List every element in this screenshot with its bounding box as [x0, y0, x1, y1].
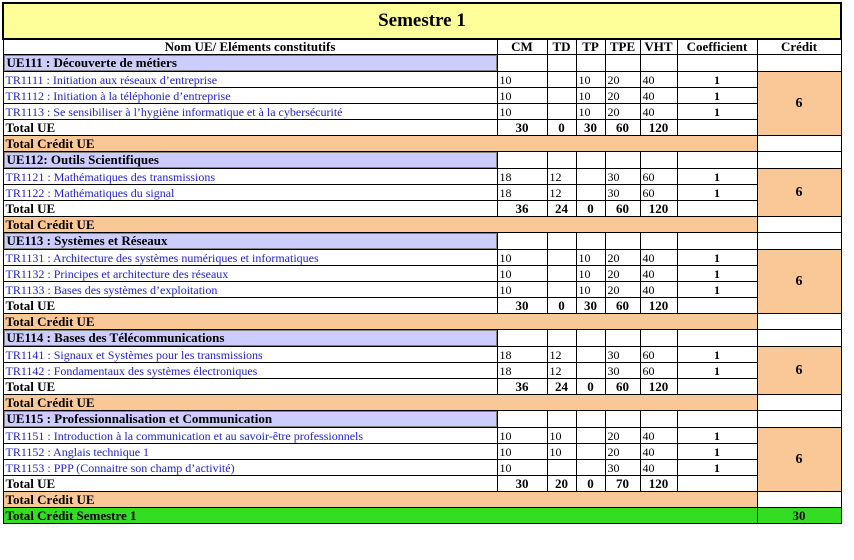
vht-cell: 60 [640, 169, 677, 185]
empty-cell [497, 55, 547, 72]
empty-cell [497, 233, 547, 250]
cm-cell: 18 [497, 185, 547, 201]
total-credit-ue-label: Total Crédit UE [3, 395, 757, 411]
empty-cell [640, 411, 677, 428]
semester-table [2, 2, 842, 524]
cm-cell: 18 [497, 363, 547, 379]
empty-cell [677, 152, 757, 169]
table-row [3, 169, 841, 185]
cm-cell: 10 [497, 250, 547, 266]
td-cell: 12 [547, 347, 576, 363]
total-td-cell: 0 [547, 120, 576, 136]
empty-cell [547, 411, 576, 428]
empty-cell [605, 411, 640, 428]
element-name: TR1121 : Mathématiques des transmissions [3, 169, 497, 185]
total-credit-ue-label: Total Crédit UE [3, 136, 757, 152]
tpe-cell: 30 [605, 169, 640, 185]
empty-cell [497, 411, 547, 428]
ue-title-cell [3, 411, 497, 428]
total-vht-cell: 120 [640, 476, 677, 492]
element-name: TR1113 : Se sensibiliser à l’hygiène informatique et à la cybersécurité [3, 104, 497, 120]
tpe-cell: 20 [605, 282, 640, 298]
table-row [3, 266, 841, 282]
tpe-cell: 30 [605, 185, 640, 201]
coefficient-cell: 1 [677, 185, 757, 201]
table-row [3, 460, 841, 476]
ue-title: UE112: Outils Scientifiques [4, 152, 497, 168]
credit-cell: 6 [757, 347, 841, 395]
cm-cell: 10 [497, 282, 547, 298]
tpe-cell: 20 [605, 444, 640, 460]
total-credit-ue-label: Total Crédit UE [3, 492, 757, 508]
col-header-name: Nom UE/ Eléments constitutifs [3, 39, 497, 55]
tp-cell [576, 363, 605, 379]
element-name: TR1133 : Bases des systèmes d’exploitation [3, 282, 497, 298]
td-cell [547, 250, 576, 266]
tp-cell: 10 [576, 266, 605, 282]
total-ue-row [3, 120, 841, 136]
total-ue-row [3, 298, 841, 314]
tpe-cell: 20 [605, 250, 640, 266]
tpe-cell: 20 [605, 72, 640, 88]
tp-cell [576, 169, 605, 185]
coefficient-cell: 1 [677, 250, 757, 266]
total-ue-row [3, 201, 841, 217]
total-tpe-cell: 60 [605, 201, 640, 217]
empty-cell [677, 55, 757, 72]
coefficient-cell: 1 [677, 428, 757, 444]
total-cm-cell: 30 [497, 298, 547, 314]
tpe-cell: 20 [605, 428, 640, 444]
empty-cell [757, 330, 841, 347]
table-row [3, 185, 841, 201]
empty-cell [547, 330, 576, 347]
empty-cell [757, 395, 841, 411]
col-header-cm: CM [497, 39, 547, 55]
vht-cell: 40 [640, 460, 677, 476]
tp-cell: 10 [576, 88, 605, 104]
element-name: TR1111 : Initiation aux réseaux d’entreprise [3, 72, 497, 88]
coefficient-cell: 1 [677, 363, 757, 379]
col-header-tp: TP [576, 39, 605, 55]
col-header-coefficient: Coefficient [677, 39, 757, 55]
tpe-cell: 20 [605, 88, 640, 104]
header-row [3, 39, 841, 55]
tpe-cell: 30 [605, 460, 640, 476]
empty-cell [576, 233, 605, 250]
empty-cell [757, 217, 841, 233]
total-credit-ue-row [3, 314, 841, 330]
credit-cell: 6 [757, 428, 841, 492]
vht-cell: 40 [640, 282, 677, 298]
tp-cell: 10 [576, 104, 605, 120]
empty-cell [605, 233, 640, 250]
cm-cell: 10 [497, 88, 547, 104]
element-name: TR1142 : Fondamentaux des systèmes électroniques [3, 363, 497, 379]
total-tpe-cell: 60 [605, 379, 640, 395]
coefficient-cell: 1 [677, 104, 757, 120]
empty-cell [547, 233, 576, 250]
total-vht-cell: 120 [640, 201, 677, 217]
table-row [3, 428, 841, 444]
total-semester-value: 30 [757, 508, 841, 524]
empty-cell [576, 330, 605, 347]
empty-cell [497, 330, 547, 347]
empty-cell [640, 55, 677, 72]
td-cell: 12 [547, 363, 576, 379]
element-name: TR1151 : Introduction à la communication et au savoir-être professionnels [3, 428, 497, 444]
td-cell: 12 [547, 169, 576, 185]
empty-cell [677, 330, 757, 347]
empty-cell [640, 233, 677, 250]
cm-cell: 10 [497, 460, 547, 476]
total-vht-cell: 120 [640, 298, 677, 314]
empty-cell [640, 330, 677, 347]
col-header-vht: VHT [640, 39, 677, 55]
empty-cell [497, 152, 547, 169]
empty-cell [576, 55, 605, 72]
td-cell [547, 88, 576, 104]
total-tpe-cell: 60 [605, 298, 640, 314]
vht-cell: 40 [640, 428, 677, 444]
tpe-cell: 30 [605, 347, 640, 363]
tp-cell [576, 460, 605, 476]
total-tp-cell: 30 [576, 120, 605, 136]
td-cell [547, 282, 576, 298]
total-cm-cell: 36 [497, 379, 547, 395]
td-cell: 10 [547, 444, 576, 460]
coefficient-cell: 1 [677, 88, 757, 104]
total-ue-row [3, 476, 841, 492]
table-row [3, 88, 841, 104]
empty-cell [757, 411, 841, 428]
total-ue-label: Total UE [3, 120, 497, 136]
empty-cell [547, 55, 576, 72]
vht-cell: 40 [640, 250, 677, 266]
total-credit-ue-row [3, 492, 841, 508]
total-credit-ue-row [3, 217, 841, 233]
tp-cell: 10 [576, 282, 605, 298]
empty-cell [605, 152, 640, 169]
ue-header-row [3, 55, 841, 72]
coefficient-cell: 1 [677, 282, 757, 298]
element-name: TR1141 : Signaux et Systèmes pour les transmissions [3, 347, 497, 363]
total-tpe-cell: 60 [605, 120, 640, 136]
tpe-cell: 20 [605, 266, 640, 282]
ue-header-row [3, 152, 841, 169]
tp-cell [576, 185, 605, 201]
cm-cell: 10 [497, 444, 547, 460]
col-header-credit: Crédit [757, 39, 841, 55]
cm-cell: 10 [497, 104, 547, 120]
table-row [3, 347, 841, 363]
empty-cell [757, 314, 841, 330]
td-cell [547, 72, 576, 88]
empty-cell [605, 330, 640, 347]
ue-title: UE111 : Découverte de métiers [4, 55, 497, 71]
empty-cell [677, 411, 757, 428]
total-td-cell: 24 [547, 379, 576, 395]
total-credit-ue-row [3, 395, 841, 411]
total-vht-cell: 120 [640, 120, 677, 136]
tp-cell: 10 [576, 250, 605, 266]
total-td-cell: 20 [547, 476, 576, 492]
total-ue-label: Total UE [3, 201, 497, 217]
ue-header-row [3, 411, 841, 428]
total-credit-ue-label: Total Crédit UE [3, 314, 757, 330]
vht-cell: 60 [640, 347, 677, 363]
cm-cell: 10 [497, 72, 547, 88]
col-header-td: TD [547, 39, 576, 55]
td-cell: 12 [547, 185, 576, 201]
coefficient-cell: 1 [677, 460, 757, 476]
tp-cell [576, 428, 605, 444]
vht-cell: 40 [640, 72, 677, 88]
credit-cell: 6 [757, 72, 841, 136]
ue-header-row [3, 233, 841, 250]
ue-title: UE115 : Professionnalisation et Communication [4, 411, 497, 427]
col-header-tpe: TPE [605, 39, 640, 55]
tp-cell: 10 [576, 72, 605, 88]
ue-title-cell [3, 330, 497, 347]
element-name: TR1152 : Anglais technique 1 [3, 444, 497, 460]
tp-cell [576, 347, 605, 363]
vht-cell: 60 [640, 185, 677, 201]
coefficient-cell: 1 [677, 266, 757, 282]
total-cm-cell: 36 [497, 201, 547, 217]
table-row [3, 282, 841, 298]
cm-cell: 18 [497, 347, 547, 363]
total-semester-label: Total Crédit Semestre 1 [3, 508, 757, 524]
vht-cell: 40 [640, 88, 677, 104]
empty-cell [677, 120, 757, 136]
page-title: Semestre 1 [3, 3, 841, 39]
total-tpe-cell: 70 [605, 476, 640, 492]
total-tp-cell: 0 [576, 201, 605, 217]
empty-cell [677, 233, 757, 250]
total-cm-cell: 30 [497, 476, 547, 492]
ue-title-cell [3, 233, 497, 250]
cm-cell: 10 [497, 266, 547, 282]
ue-title: UE114 : Bases des Télécommunications [4, 330, 497, 346]
total-semester-row [3, 508, 841, 524]
cm-cell: 18 [497, 169, 547, 185]
empty-cell [677, 379, 757, 395]
element-name: TR1153 : PPP (Connaitre son champ d’activité) [3, 460, 497, 476]
total-vht-cell: 120 [640, 379, 677, 395]
empty-cell [677, 298, 757, 314]
total-cm-cell: 30 [497, 120, 547, 136]
element-name: TR1131 : Architecture des systèmes numériques et informatiques [3, 250, 497, 266]
coefficient-cell: 1 [677, 72, 757, 88]
total-credit-ue-label: Total Crédit UE [3, 217, 757, 233]
empty-cell [576, 411, 605, 428]
empty-cell [605, 55, 640, 72]
table-row [3, 72, 841, 88]
empty-cell [757, 152, 841, 169]
total-ue-label: Total UE [3, 298, 497, 314]
td-cell [547, 266, 576, 282]
total-td-cell: 24 [547, 201, 576, 217]
table-row [3, 444, 841, 460]
element-name: TR1122 : Mathématiques du signal [3, 185, 497, 201]
credit-cell: 6 [757, 250, 841, 314]
td-cell: 10 [547, 428, 576, 444]
total-credit-ue-row [3, 136, 841, 152]
empty-cell [547, 152, 576, 169]
vht-cell: 40 [640, 266, 677, 282]
empty-cell [757, 233, 841, 250]
vht-cell: 60 [640, 363, 677, 379]
ue-title-cell [3, 55, 497, 72]
element-name: TR1132 : Principes et architecture des réseaux [3, 266, 497, 282]
vht-cell: 40 [640, 444, 677, 460]
total-ue-label: Total UE [3, 476, 497, 492]
element-name: TR1112 : Initiation à la téléphonie d’entreprise [3, 88, 497, 104]
total-tp-cell: 0 [576, 476, 605, 492]
coefficient-cell: 1 [677, 169, 757, 185]
empty-cell [757, 55, 841, 72]
vht-cell: 40 [640, 104, 677, 120]
coefficient-cell: 1 [677, 444, 757, 460]
total-td-cell: 0 [547, 298, 576, 314]
empty-cell [677, 476, 757, 492]
td-cell [547, 104, 576, 120]
total-ue-label: Total UE [3, 379, 497, 395]
tpe-cell: 20 [605, 104, 640, 120]
total-ue-row [3, 379, 841, 395]
empty-cell [677, 201, 757, 217]
empty-cell [757, 136, 841, 152]
coefficient-cell: 1 [677, 347, 757, 363]
table-row [3, 104, 841, 120]
td-cell [547, 460, 576, 476]
ue-title: UE113 : Systèmes et Réseaux [4, 233, 497, 249]
tpe-cell: 30 [605, 363, 640, 379]
ue-title-cell [3, 152, 497, 169]
empty-cell [576, 152, 605, 169]
total-tp-cell: 30 [576, 298, 605, 314]
total-tp-cell: 0 [576, 379, 605, 395]
ue-header-row [3, 330, 841, 347]
table-row [3, 363, 841, 379]
empty-cell [640, 152, 677, 169]
tp-cell [576, 444, 605, 460]
empty-cell [757, 492, 841, 508]
table-row [3, 250, 841, 266]
cm-cell: 10 [497, 428, 547, 444]
credit-cell: 6 [757, 169, 841, 217]
